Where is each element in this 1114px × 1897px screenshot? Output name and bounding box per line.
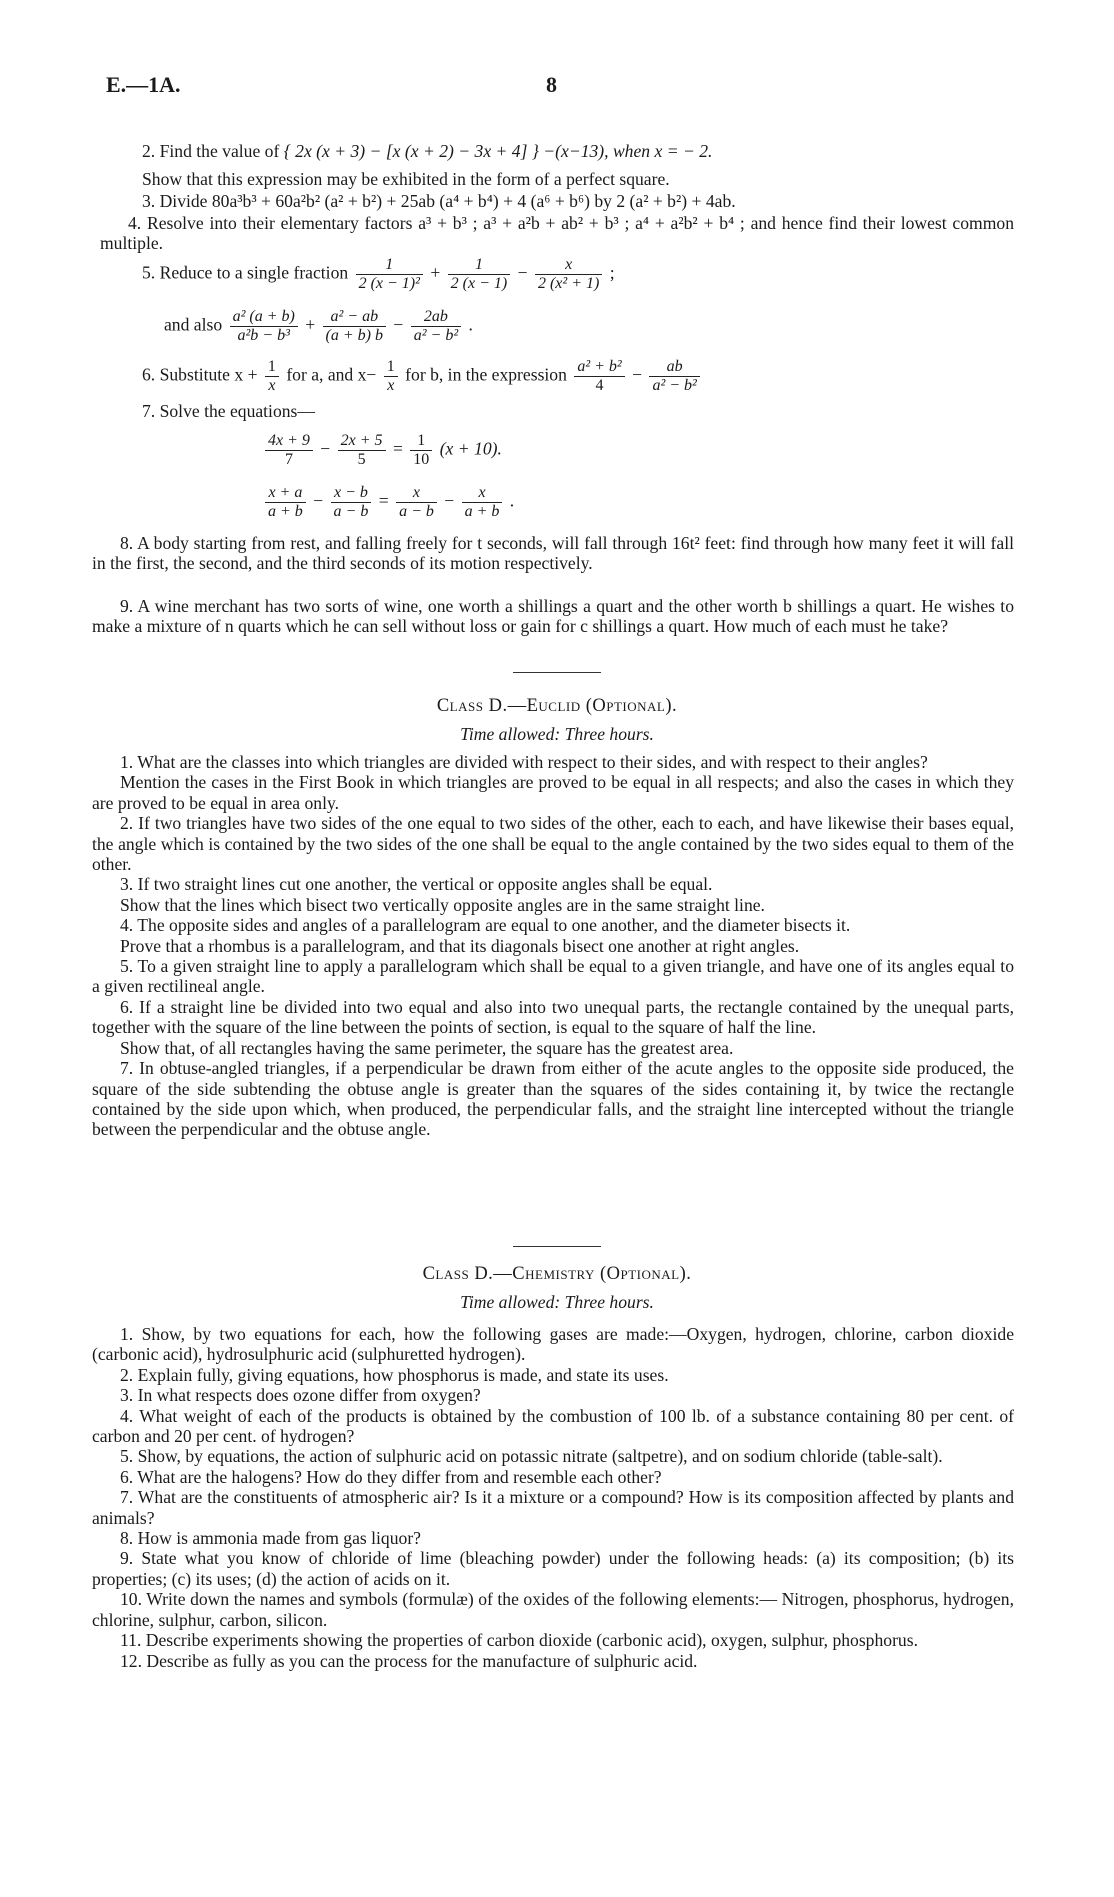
euclid-paragraph: Show that the lines which bisect two vertically opposite angles are in the same straight line.	[120, 894, 765, 915]
chemistry-paragraph: 11. Describe experiments showing the properties of carbon dioxide (carbonic acid), oxygen, sulphur, phosphorus.	[120, 1630, 918, 1651]
q7-e2-fraction-3: $\frac{x}{a - b}$	[396, 484, 437, 521]
algebra-q8	[92, 533, 1014, 574]
q7-equation-2: $\frac{x + a}{a + b}$ − $\frac{x - b}{a - b}$ = $\frac{x}{a - b}$ − $\frac{x}{a + b}$ .	[262, 484, 514, 521]
euclid-paragraph: 6. If a straight line be divided into two equal and also into two unequal parts, the rectangle contained by the unequal parts, together with the square of the line between the points of section, is equal to the square of half the line.	[92, 996, 1014, 1038]
page-number: 8	[546, 72, 557, 97]
q6-fraction-3: $\frac{\text{a² + b²}}{4}$	[574, 358, 624, 395]
q5-lead: 5. Reduce to a single fraction	[142, 262, 349, 283]
q8-text: 8. A body starting from rest, and falling freely for t seconds, will fall through 16t² feet: find through how many feet it will fall in the first, the second, and the third seconds of its motion respectively.	[92, 533, 1014, 574]
section-divider	[513, 672, 601, 673]
euclid-title: Class D.—Euclid (Optional).	[436, 696, 678, 716]
q7-e1-fraction-3: $\frac{1}{10}$	[410, 432, 432, 469]
algebra-q5-also: and also $\frac{\text{a² (a + b)}}{\text{a²b − b³}}$ + $\frac{\text{a² − ab}}{(a + b) b}$ − $\frac{2ab}{\text{a² − b²}}$ .	[164, 308, 473, 344]
chemistry-paragraph: 4. What weight of each of the products is obtained by the combustion of 100 lb. of a substance containing 80 per cent. of carbon and 20 per cent. of hydrogen?	[92, 1405, 1014, 1447]
chemistry-paragraph: 5. Show, by equations, the action of sulphuric acid on potassic nitrate (saltpetre), and on sodium chloride (table-salt).	[120, 1446, 943, 1467]
chemistry-paragraph: 12. Describe as fully as you can the process for the manufacture of sulphuric acid.	[120, 1650, 698, 1671]
algebra-q2	[142, 140, 712, 162]
euclid-time-allowed: Time allowed: Three hours.	[460, 724, 654, 744]
chemistry-title: Class D.—Chemistry (Optional).	[422, 1264, 692, 1284]
q7-e2-fraction-4: $\frac{x}{a + b}$	[462, 484, 503, 521]
chemistry-paragraph: 2. Explain fully, giving equations, how phosphorus is made, and state its uses.	[120, 1364, 669, 1385]
q5-also-label: and also	[164, 314, 223, 335]
q2-expression: { 2x (x + 3) − [x (x + 2) − 3x + 4] } −(x−13), when x = − 2.	[283, 141, 713, 161]
chemistry-body	[92, 1324, 1014, 1671]
euclid-paragraph: 2. If two triangles have two sides of the one equal to two sides of the other, each to each, and have likewise their bases equal, the angle which is contained by the two sides of the one shall be equal to the angle contained by the two sides equal to them of the other.	[92, 813, 1014, 875]
q5-fraction-5: $\frac{\text{a² − ab}}{(a + b) b}$	[323, 308, 386, 345]
document-reference: E.—1A.	[106, 72, 181, 97]
q7-e1-fraction-1: $\frac{4x + 9}{7}$	[265, 432, 313, 469]
section-divider	[513, 1246, 601, 1247]
q5-fraction-1: $\frac{1}{\text{2 (x − 1)²}}$	[356, 256, 423, 293]
algebra-q9	[92, 596, 1014, 637]
chemistry-paragraph: 1. Show, by two equations for each, how the following gases are made:—Oxygen, hydrogen, chlorine, carbon dioxide (carbonic acid), hydrosulphuric acid (sulphuretted hydrogen).	[92, 1324, 1014, 1365]
chemistry-paragraph: 7. What are the constituents of atmospheric air? Is it a mixture or a compound? How is its composition affected by plants and animals?	[92, 1487, 1014, 1528]
euclid-paragraph: 1. What are the classes into which triangles are divided with respect to their sides, and with respect to their angles?	[120, 752, 928, 772]
q5-fraction-6: $\frac{2ab}{\text{a² − b²}}$	[411, 308, 461, 345]
q9-text: 9. A wine merchant has two sorts of wine, one worth a shillings a quart and the other worth b shillings a quart. He wishes to make a mixture of n quarts which he can sell without loss or gain for c shillings a quart. How much of each must he take?	[92, 596, 1014, 637]
euclid-paragraph: Show that, of all rectangles having the same perimeter, the square has the greatest area.	[120, 1037, 734, 1058]
euclid-paragraph: Mention the cases in the First Book in which triangles are proved to be equal in all respects; and also the cases in which they are proved to be equal in area only.	[92, 772, 1014, 813]
q6-fraction-4: $\frac{ab}{\text{a² − b²}}$	[649, 358, 699, 395]
q5-fraction-3: $\frac{x}{\text{2 (x² + 1)}}$	[535, 256, 602, 293]
euclid-body	[92, 752, 1014, 1140]
euclid-paragraph: Prove that a rhombus is a parallelogram, and that its diagonals bisect one another at right angles.	[120, 935, 800, 956]
q7-e2-fraction-2: $\frac{x - b}{a - b}$	[331, 484, 372, 521]
euclid-paragraph: 3. If two straight lines cut one another, the vertical or opposite angles shall be equal.	[120, 874, 713, 895]
euclid-paragraph: 4. The opposite sides and angles of a parallelogram are equal to one another, and the diameter bisects it.	[120, 915, 851, 936]
chemistry-paragraph: 9. State what you know of chloride of lime (bleaching powder) under the following heads: (a) its composition; (b) its properties; (c) its uses; (d) the action of acids on it.	[92, 1548, 1014, 1589]
q7-e1-tail: (x + 10).	[439, 438, 502, 459]
q7-e2-fraction-1: $\frac{x + a}{a + b}$	[265, 484, 306, 521]
algebra-q4	[100, 213, 1014, 254]
chemistry-time-allowed: Time allowed: Three hours.	[460, 1292, 654, 1312]
algebra-q6: 6. Substitute x + $\frac{1}{x}$ for a, and x− $\frac{1}{x}$ for b, in the expression $\frac{\text{a² + b²}}{4}$ − $\frac{ab}{\text{a² − b²}}$	[142, 358, 703, 395]
q6-fraction-2: $\frac{1}{x}$	[384, 358, 398, 395]
q6-mid: for a, and x−	[286, 364, 377, 385]
q2-lead: 2. Find the value of	[142, 141, 280, 161]
q6-tail: for b, in the expression	[405, 364, 567, 385]
algebra-q7: 7. Solve the equations—	[142, 401, 315, 421]
q7-e1-fraction-2: $\frac{2x + 5}{5}$	[338, 432, 386, 469]
chemistry-paragraph: 3. In what respects does ozone differ from oxygen?	[120, 1385, 481, 1406]
euclid-paragraph: 7. In obtuse-angled triangles, if a perpendicular be drawn from either of the acute angles to the opposite side produced, the square of the side subtending the obtuse angle is greater than the squares of the sides containing it, by twice the rectangle contained by the side upon which, when produced, the perpendicular falls, and the straight line intercepted without the triangle between the perpendicular and the obtuse angle.	[92, 1058, 1014, 1140]
q5-fraction-2: $\frac{1}{2 (x - 1)}$	[448, 256, 511, 293]
algebra-q3: 3. Divide 80a³b³ + 60a²b² (a² + b²) + 25ab (a⁴ + b⁴) + 4 (a⁶ + b⁶) by 2 (a² + b²) + 4ab.	[142, 191, 736, 211]
q7-equation-1: $\frac{4x + 9}{7}$ − $\frac{2x + 5}{5}$ = $\frac{1}{10}$ (x + 10).	[262, 432, 502, 469]
chemistry-paragraph: 6. What are the halogens? How do they differ from and resemble each other?	[120, 1466, 662, 1487]
q6-fraction-1: $\frac{1}{x}$	[265, 358, 279, 395]
q5-fraction-4: $\frac{\text{a² (a + b)}}{\text{a²b − b³}}$	[230, 308, 298, 345]
algebra-q5: 5. Reduce to a single fraction $\frac{1}{\text{2 (x − 1)²}}$ + $\frac{1}{2 (x - 1)}$ − $\frac{x}{\text{2 (x² + 1)}}$ ;	[142, 256, 615, 292]
algebra-q2-b: Show that this expression may be exhibited in the form of a perfect square.	[142, 169, 670, 189]
q6-lead: 6. Substitute x +	[142, 364, 258, 385]
chemistry-paragraph: 10. Write down the names and symbols (formulæ) of the oxides of the following elements:— Nitrogen, phosphorus, hydrogen, chlorine, sulphur, carbon, silicon.	[92, 1589, 1014, 1630]
chemistry-paragraph: 8. How is ammonia made from gas liquor?	[120, 1528, 421, 1549]
q4-text: 4. Resolve into their elementary factors a³ + b³ ; a³ + a²b + ab² + b³ ; a⁴ + a²b² + b⁴ ; and hence find their lowest common multiple.	[100, 213, 1014, 254]
euclid-paragraph: 5. To a given straight line to apply a parallelogram which shall be equal to a given triangle, and have one of its angles equal to a given rectilineal angle.	[92, 956, 1014, 997]
